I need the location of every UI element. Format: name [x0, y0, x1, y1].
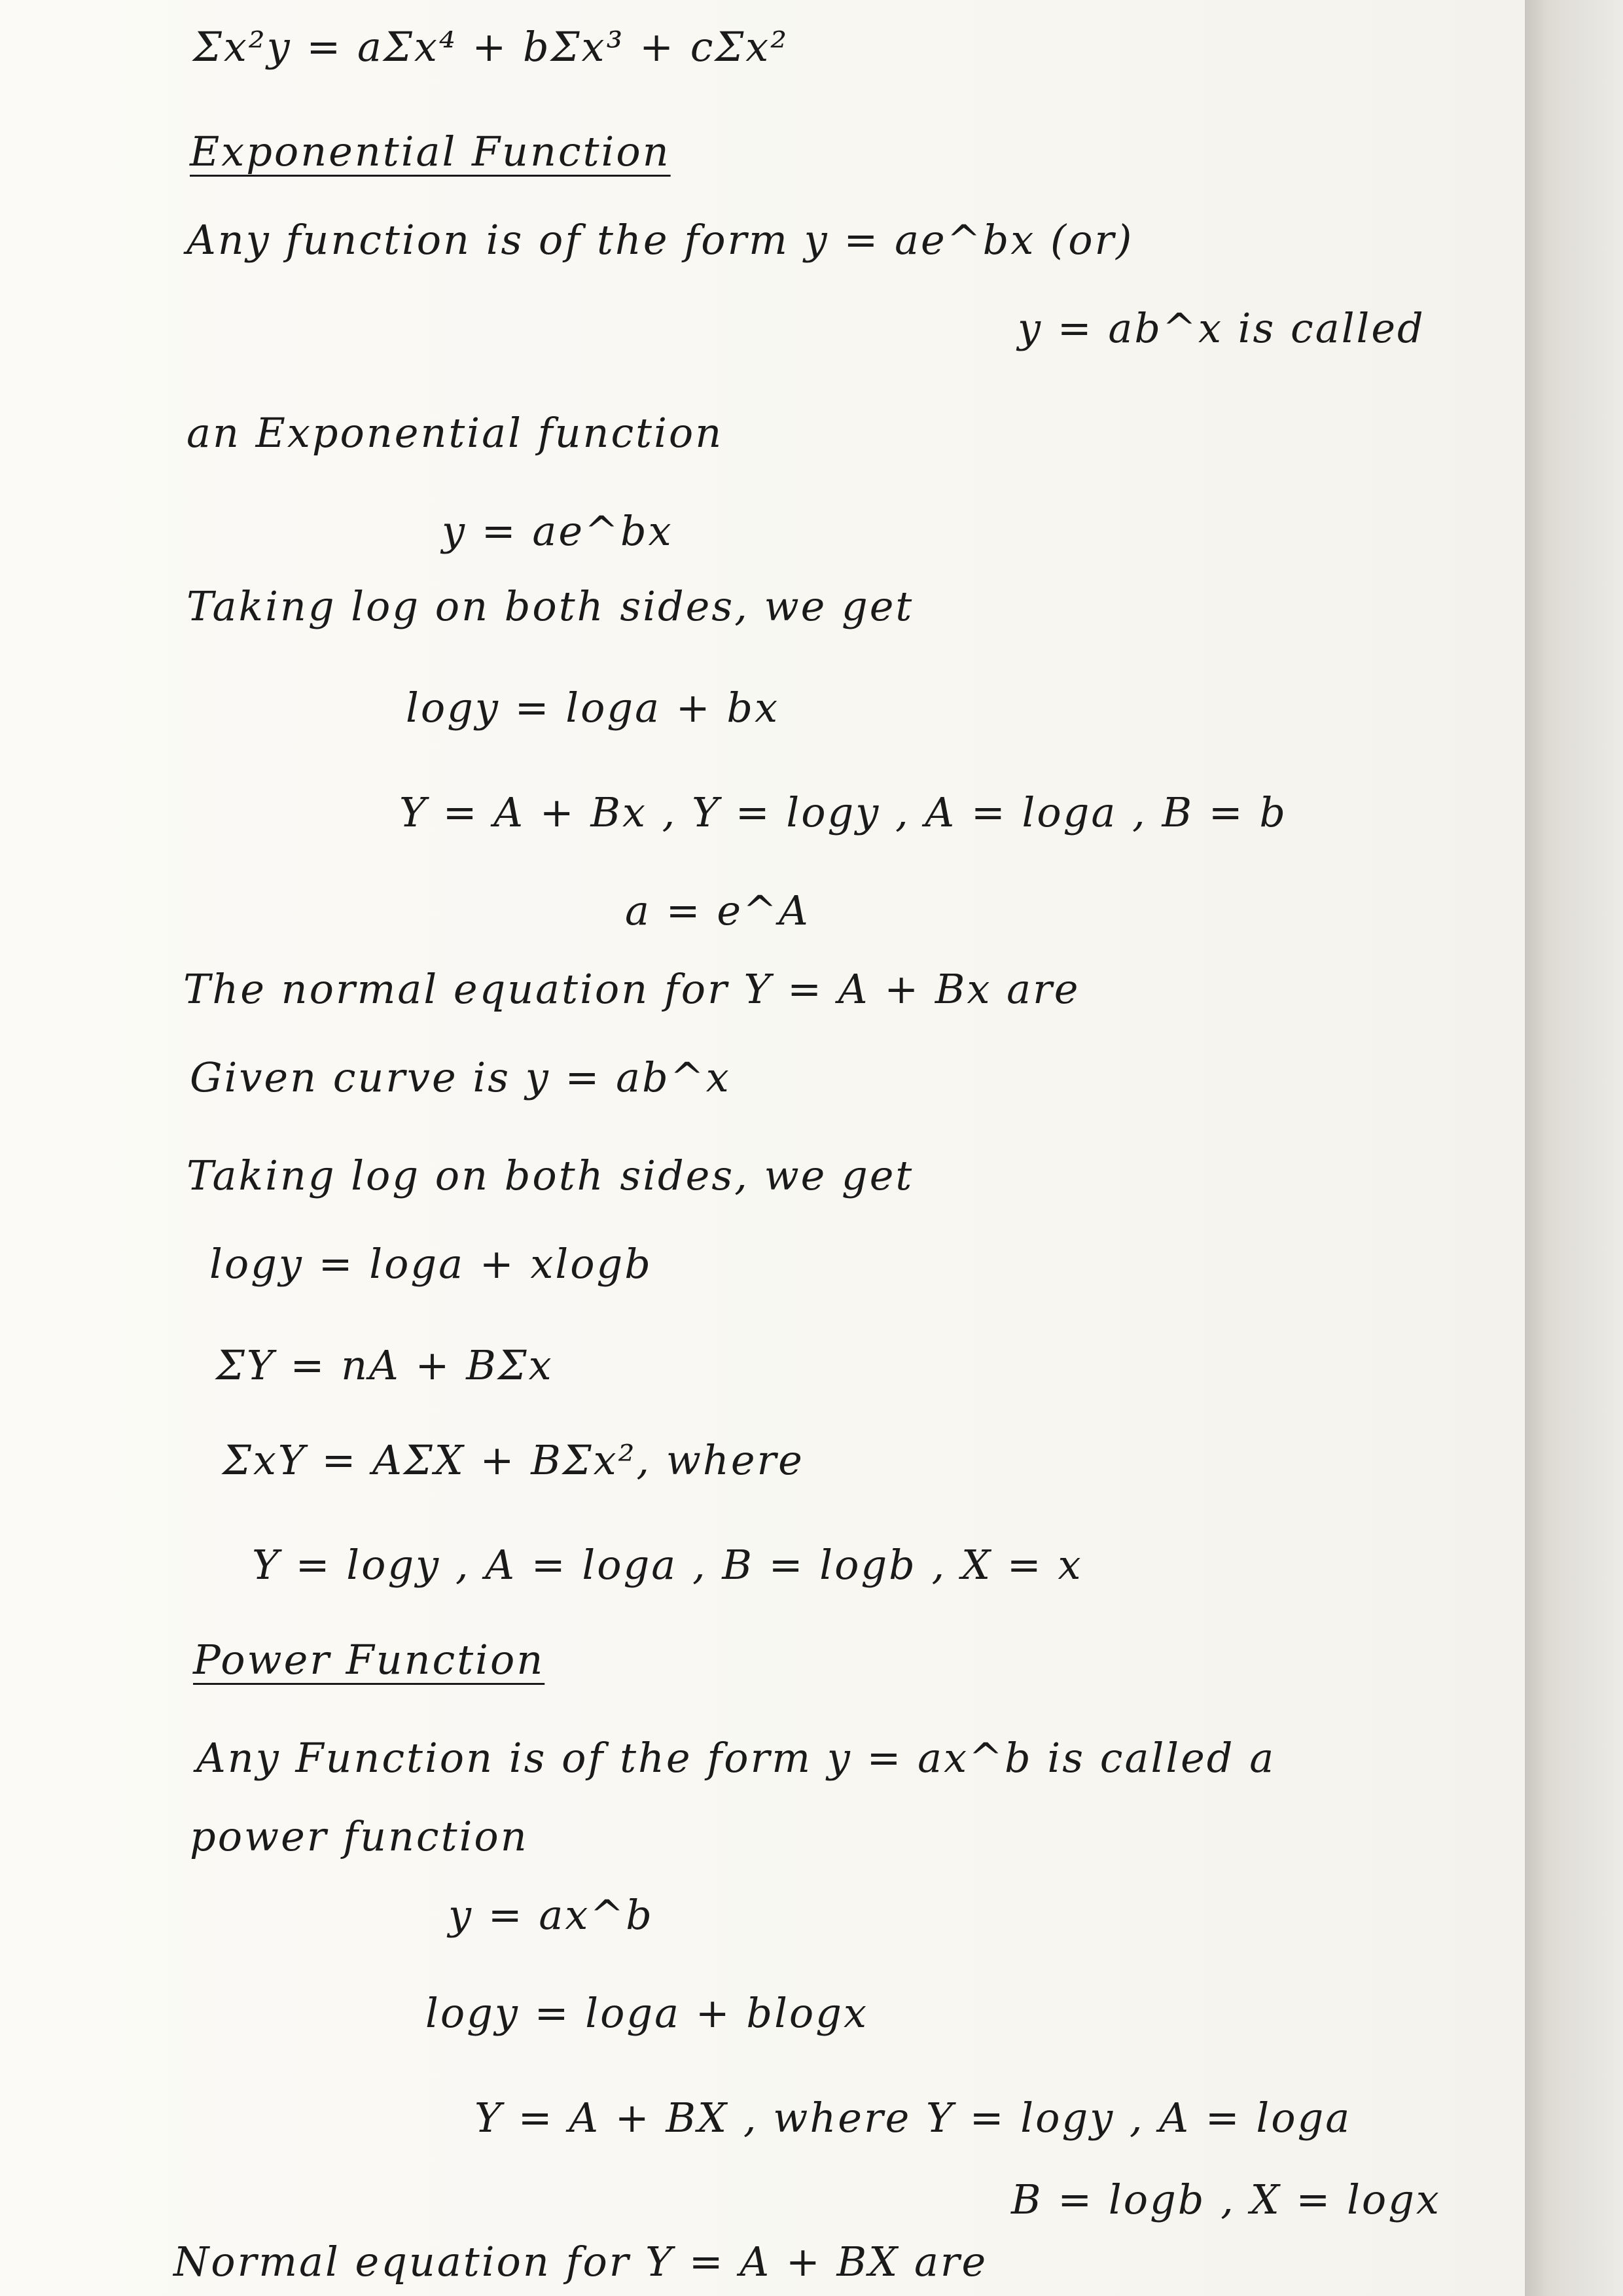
equation-line: logy = loga + blogx	[425, 1989, 868, 2037]
text-line: Taking log on both sides, we get	[187, 1152, 914, 1199]
equation-line: y = ax^b	[448, 1891, 654, 1939]
text-line: Taking log on both sides, we get	[187, 582, 914, 630]
text-line: Normal equation for Y = A + BX are	[173, 2238, 988, 2286]
text-line: Any Function is of the form y = ax^b is called a	[196, 1734, 1276, 1782]
text-line: The normal equation for Y = A + Bx are	[183, 965, 1080, 1013]
text-line: Any function is of the form y = ae^bx (or)	[187, 216, 1134, 264]
text-line: Given curve is y = ab^x	[190, 1053, 731, 1101]
equation-line: y = ae^bx	[442, 507, 673, 555]
text-line: an Exponential function	[187, 409, 724, 457]
equation-line: Y = logy , A = loga , B = logb , X = x	[252, 1541, 1083, 1589]
page-edge	[1525, 0, 1623, 2296]
equation-line: Y = A + Bx , Y = logy , A = loga , B = b	[399, 788, 1288, 836]
text-line: y = ab^x is called	[1018, 304, 1425, 352]
equation-line: ΣxY = AΣX + BΣx², where	[223, 1436, 804, 1484]
section-heading-power: Power Function	[193, 1636, 545, 1684]
equation-line: Y = A + BX , where Y = logy , A = loga	[474, 2094, 1352, 2142]
equation-line: a = e^A	[625, 887, 810, 934]
equation-line: logy = loga + bx	[406, 684, 780, 732]
equation-line: B = logb , X = logx	[1011, 2176, 1441, 2223]
equation-line: ΣY = nA + BΣx	[216, 1341, 554, 1389]
text-line: power function	[190, 1812, 529, 1860]
equation-line: logy = loga + xlogb	[209, 1240, 652, 1288]
equation-line: Σx²y = aΣx⁴ + bΣx³ + cΣx²	[193, 23, 789, 71]
section-heading-exponential: Exponential Function	[190, 128, 671, 175]
